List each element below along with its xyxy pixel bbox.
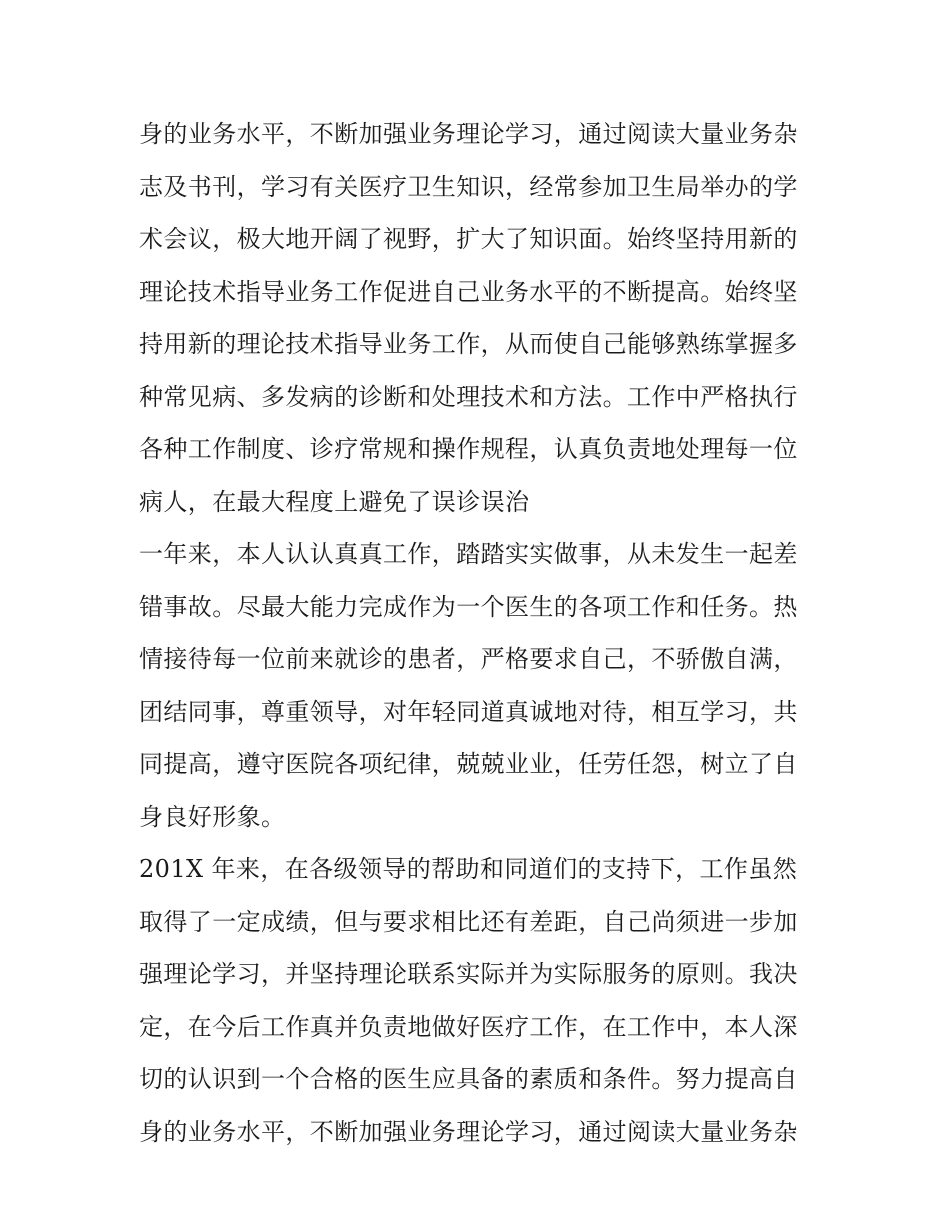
- text-line: 切的认识到一个合格的医生应具备的素质和条件。努力提高自: [139, 1065, 798, 1093]
- text-line: 志及书刊，学习有关医疗卫生知识，经常参加卫生局举办的学: [139, 172, 798, 201]
- text-line: 错事故。尽最大能力完成作为一个医生的各项工作和任务。热: [139, 592, 798, 621]
- text-line: 情接待每一位前来就诊的患者，严格要求自己，不骄傲自满，: [139, 645, 798, 673]
- body-text: [139, 108, 819, 1158]
- text-line: 各种工作制度、诊疗常规和操作规程，认真负责地处理每一位: [139, 435, 798, 463]
- text-line: 定，在今后工作真并负责地做好医疗工作，在工作中，本人深: [139, 1012, 798, 1041]
- text-line: 201X 年来，在各级领导的帮助和同道们的支持下，工作虽然: [139, 855, 798, 883]
- text-line: 一年来，本人认认真真工作，踏踏实实做事，从未发生一起差: [139, 540, 798, 568]
- text-line: 同提高，遵守医院各项纪律，兢兢业业，任劳任怨，树立了自: [139, 750, 798, 778]
- text-line: 种常见病、多发病的诊断和处理技术和方法。工作中严格执行: [139, 382, 798, 411]
- text-line: 持用新的理论技术指导业务工作，从而使自己能够熟练掌握多: [139, 330, 798, 358]
- text-line: 身的业务水平，不断加强业务理论学习，通过阅读大量业务杂: [139, 1117, 798, 1146]
- text-line: 理论技术指导业务工作促进自己业务水平的不断提高。始终坚: [139, 277, 798, 306]
- text-line: 身的业务水平，不断加强业务理论学习，通过阅读大量业务杂: [139, 120, 798, 148]
- text-line: 团结同事，尊重领导，对年轻同道真诚地对待，相互学习，共: [139, 697, 798, 726]
- text-line: 病人，在最大程度上避免了误诊误治: [139, 487, 530, 516]
- text-line: 身良好形象。: [139, 802, 286, 831]
- text-line: 强理论学习，并坚持理论联系实际并为实际服务的原则。我决: [139, 960, 798, 988]
- text-line: 取得了一定成绩，但与要求相比还有差距，自己尚须进一步加: [139, 907, 798, 936]
- text-line: 术会议，极大地开阔了视野，扩大了知识面。始终坚持用新的: [139, 225, 798, 253]
